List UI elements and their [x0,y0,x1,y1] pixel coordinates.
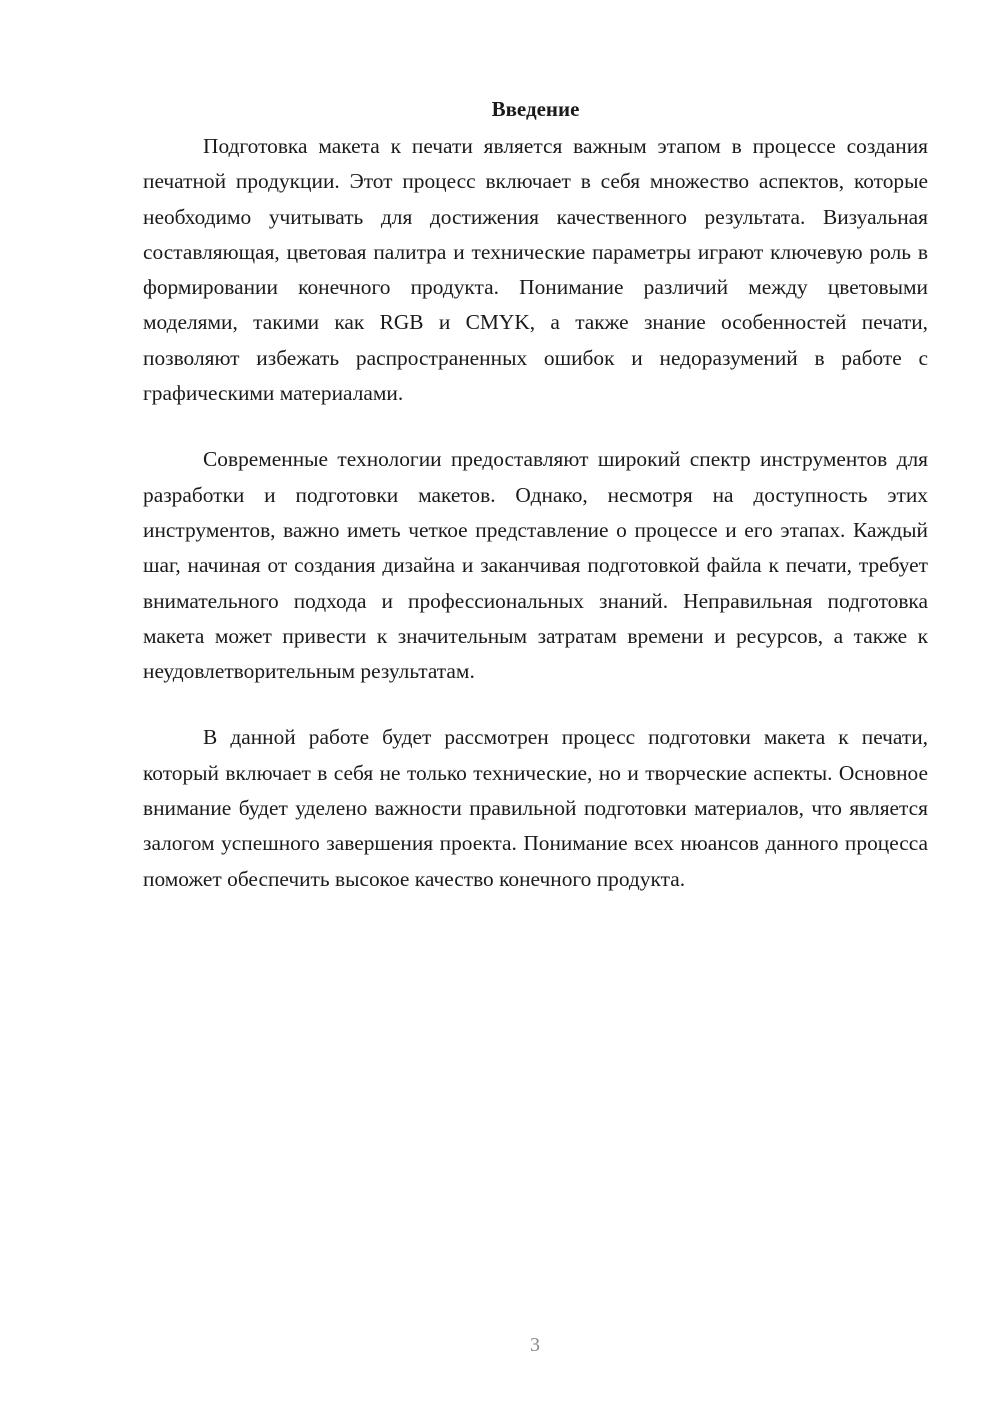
paragraph-3: В данной работе будет рассмотрен процесс подготовки макета к печати, который включает в себя не только технические, но и творческие аспекты. Основное внимание будет уделено важности правильной подготовки материалов, что является залогом успешного завершения проекта. Понимание всех нюансов данного процесса поможет обеспечить высокое качество конечного продукта. [143,725,928,891]
page-content [143,92,928,928]
paragraph-1: Подготовка макета к печати является важным этапом в процессе создания печатной продукции. Этот процесс включает в себя множество аспектов, которые необходимо учитывать для достижения качественного результата. Визуальная составляющая, цветовая палитра и технические параметры играют ключевую роль в формировании конечного продукта. Понимание различий между цветовыми моделями, такими как RGB и CMYK, а также знание особенностей печати, позволяют избежать распространенных ошибок и недоразумений в работе с графическими материалами. [143,134,928,406]
paragraph-2: Современные технологии предоставляют широкий спектр инструментов для разработки и подготовки макетов. Однако, несмотря на доступность этих инструментов, важно иметь четкое представление о процессе и его этапах. Каждый шаг, начиная от создания дизайна и заканчивая подготовкой файла к печати, требует внимательного подхода и профессиональных знаний. Неправильная подготовка макета может привести к значительным затратам времени и ресурсов, а также к неудовлетворительным результатам. [143,447,928,684]
page-number: 3 [530,1334,540,1356]
section-title: Введение [491,97,580,121]
